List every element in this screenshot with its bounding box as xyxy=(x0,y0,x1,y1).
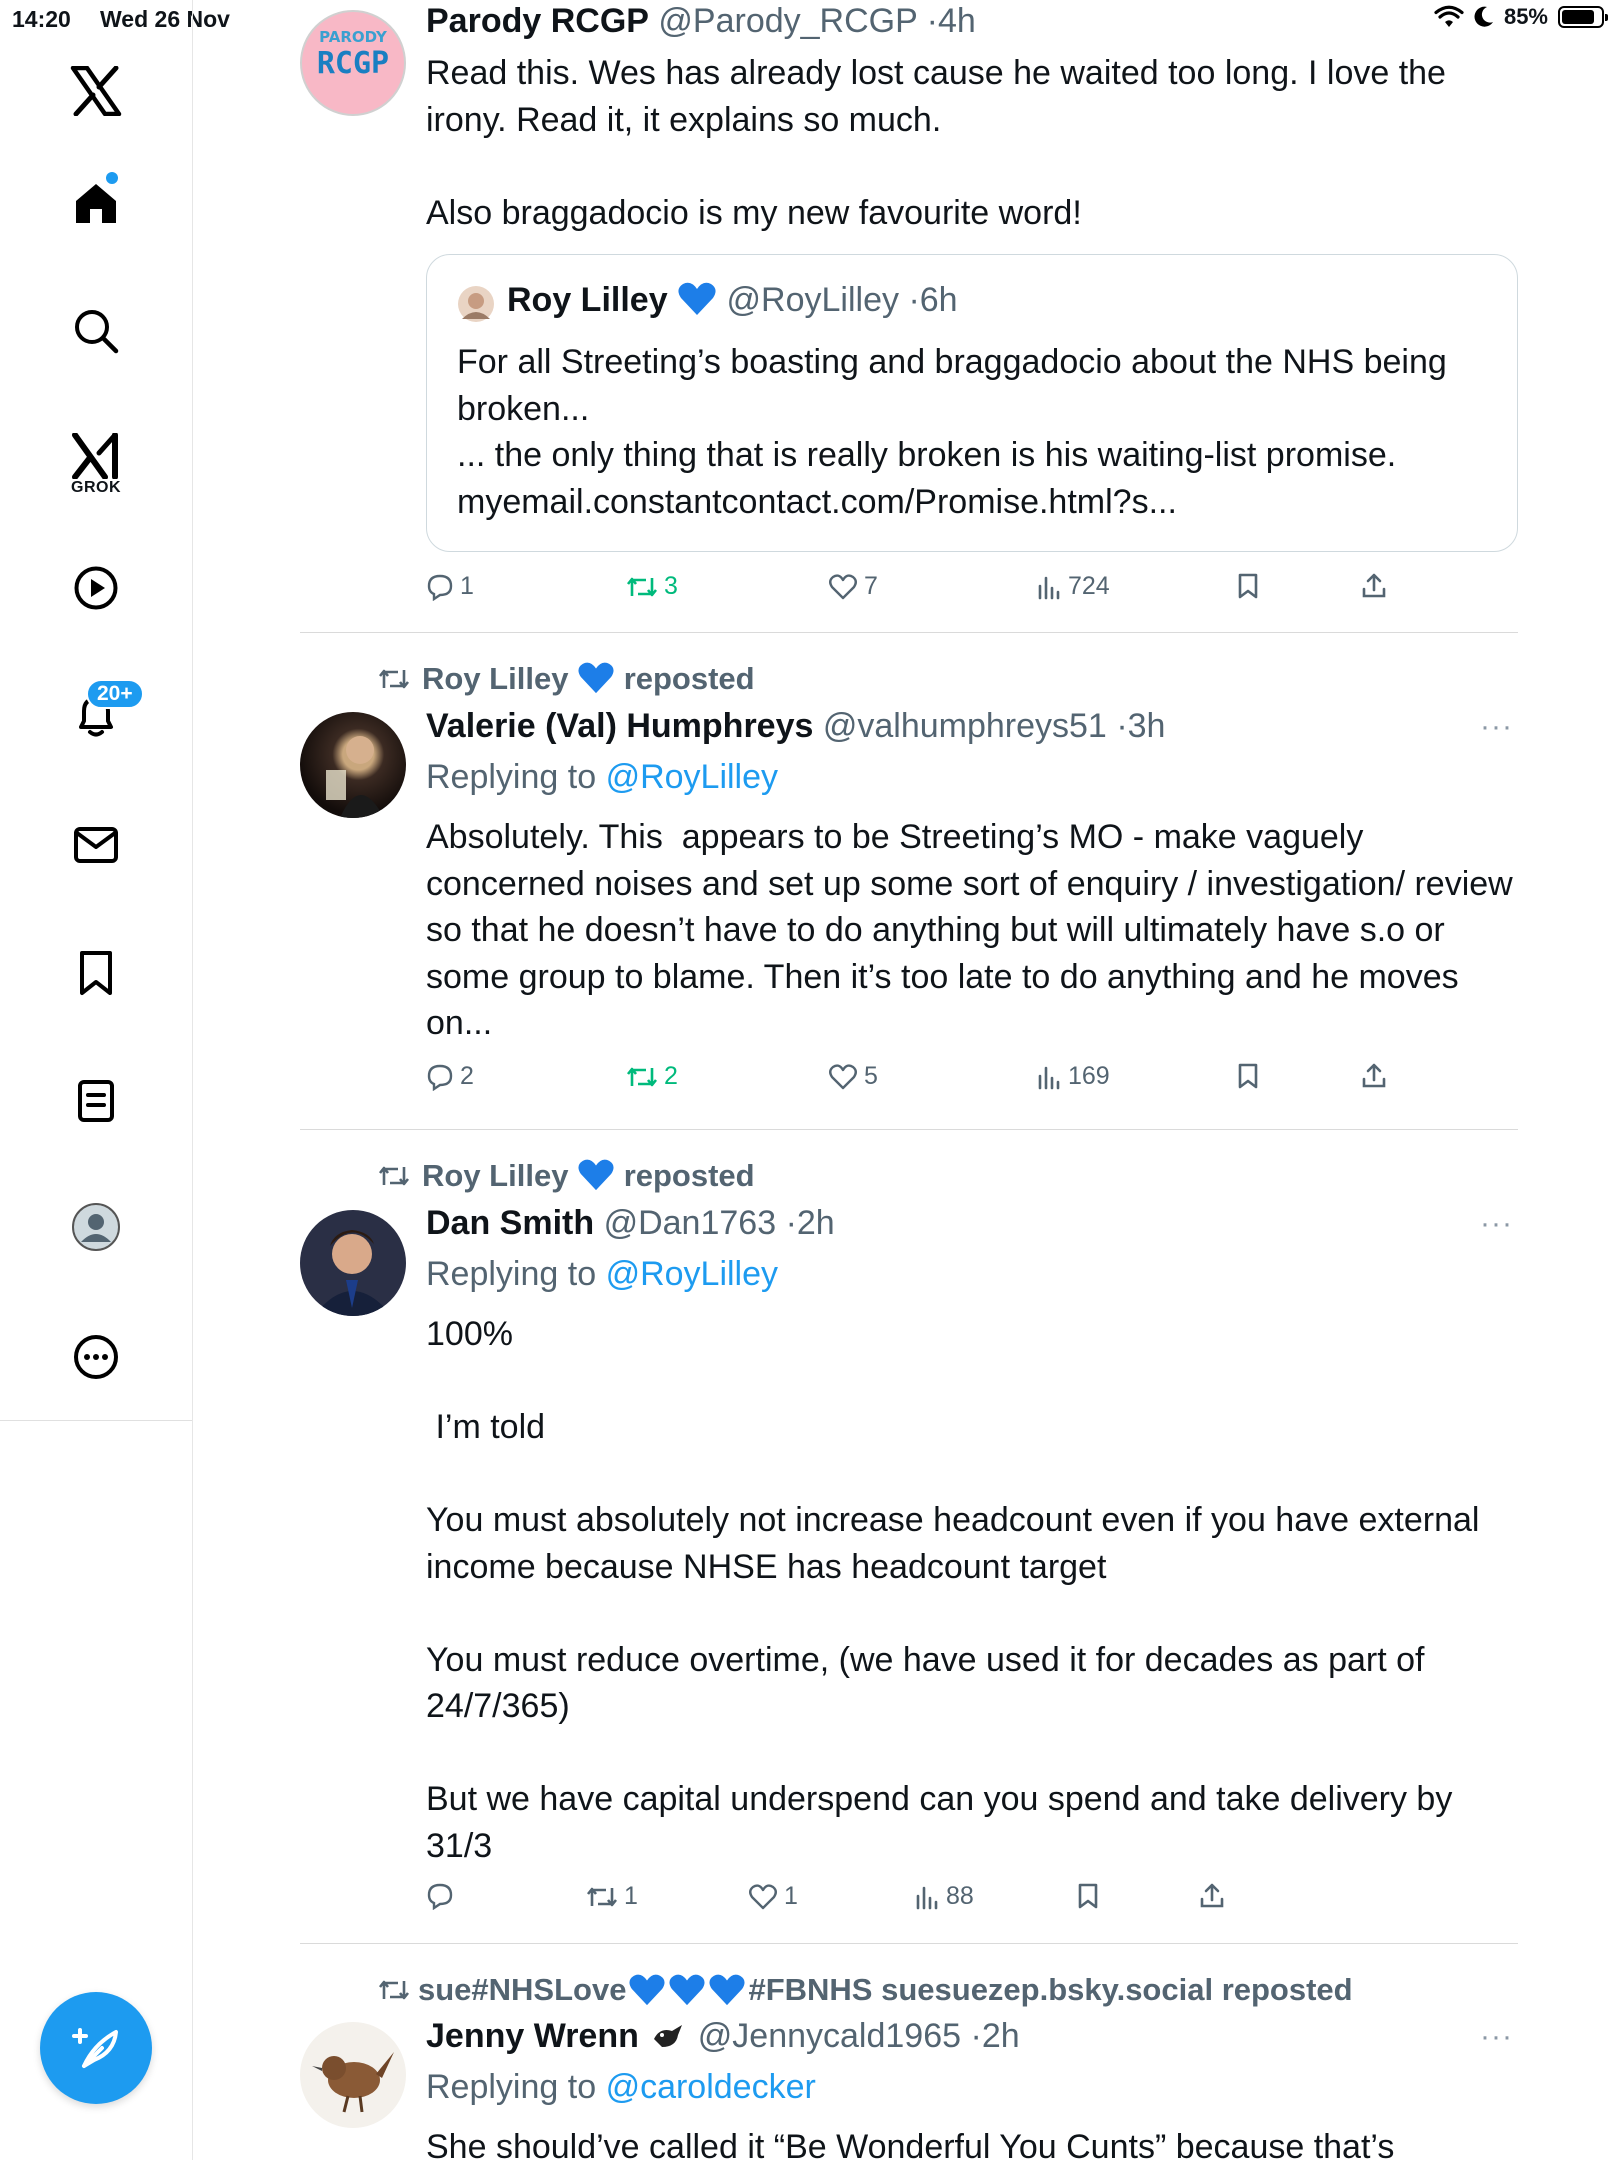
repost-button[interactable] xyxy=(626,572,678,601)
replying-to-label: Replying to xyxy=(426,1255,597,1293)
repost-count: 1 xyxy=(624,1882,638,1910)
avatar-photo xyxy=(300,1210,406,1316)
post-header xyxy=(426,2017,1020,2056)
mail-icon xyxy=(73,825,119,865)
like-count: 7 xyxy=(864,572,878,600)
heart-icon xyxy=(828,1063,858,1091)
sidebar-item-lists[interactable] xyxy=(0,1068,192,1134)
quote-avatar xyxy=(457,285,495,323)
more-circle-icon xyxy=(72,1333,120,1381)
post-separator xyxy=(300,1943,1518,1944)
bookmark-button[interactable] xyxy=(1236,572,1260,600)
bookmark-button[interactable] xyxy=(1076,1882,1100,1910)
status-time: 14:20 xyxy=(12,6,71,32)
post-time[interactable]: 2h xyxy=(981,2017,1020,2055)
share-button[interactable] xyxy=(1360,1062,1388,1090)
bookmark-icon xyxy=(1236,1062,1260,1090)
quote-author-name: Roy Lilley xyxy=(507,281,668,319)
views-icon xyxy=(1036,1064,1062,1090)
replying-to xyxy=(426,758,778,797)
post-text: Read this. Wes has already lost cause he waited too long. I love the irony. Read it, it explains so much. Also braggadocio is my new favourite word! xyxy=(426,54,1446,232)
repost-icon xyxy=(378,1163,410,1189)
avatar-parody-text: PARODY xyxy=(319,28,387,46)
blue-heart-icon xyxy=(628,1973,666,2007)
sidebar-item-profile[interactable] xyxy=(0,1194,192,1260)
like-count: 1 xyxy=(784,1882,798,1910)
post-header xyxy=(426,1204,835,1243)
reply-button[interactable] xyxy=(426,1062,474,1091)
quote-text: For all Streeting’s boasting and braggadocio about the NHS being broken... ... the only thing that is really broken is his waiting-list promise. myemail.constantcontact.com/Promise.html?s... xyxy=(457,343,1447,521)
post-text: Absolutely. This appears to be Streeting’s MO - make vaguely concerned noises and set up some sort of enquiry / investigation/ review so that he doesn’t have to do anything but will ultimately have s.o or some group to blame. Then it’s too late to do anything and he moves on... xyxy=(426,818,1523,1042)
sidebar-divider xyxy=(0,1420,192,1421)
quoted-post[interactable] xyxy=(426,254,1518,552)
blue-heart-icon xyxy=(668,1973,706,2007)
avatar-rcgp-text: RCGP xyxy=(316,46,390,81)
compose-post-button[interactable] xyxy=(40,1992,152,2104)
sidebar-item-videos[interactable] xyxy=(0,555,192,621)
profile-avatar-icon xyxy=(71,1202,121,1252)
post-text: She should’ve called it “Be Wonderful You Cunts” because that’s xyxy=(426,2128,1395,2166)
heart-icon xyxy=(748,1883,778,1911)
wren-bird-icon xyxy=(300,2022,406,2128)
post-separator xyxy=(300,632,1518,633)
like-button[interactable] xyxy=(828,1062,878,1091)
replying-to-link[interactable]: @RoyLilley xyxy=(605,758,779,796)
reply-icon xyxy=(426,573,454,601)
reply-icon xyxy=(426,1882,454,1910)
dot-separator: · xyxy=(785,1204,797,1242)
sidebar-item-home[interactable] xyxy=(0,170,192,236)
share-button[interactable] xyxy=(1360,572,1388,600)
reposted-by[interactable]: Roy Lilley xyxy=(422,661,569,696)
heart-icon xyxy=(828,573,858,601)
sidebar-item-grok[interactable] xyxy=(0,425,192,505)
quote-time: 6h xyxy=(919,281,958,319)
sidebar-item-more[interactable] xyxy=(0,1324,192,1390)
author-name[interactable]: Dan Smith xyxy=(426,1204,595,1242)
reply-button[interactable] xyxy=(426,572,474,601)
author-handle[interactable]: @Dan1763 xyxy=(603,1204,777,1242)
share-icon xyxy=(1198,1882,1226,1910)
reply-count: 1 xyxy=(460,572,474,600)
replying-to xyxy=(426,2068,816,2107)
sidebar xyxy=(0,0,193,2160)
reply-button[interactable] xyxy=(426,1882,460,1910)
bookmark-icon xyxy=(1076,1882,1100,1910)
notifications-badge: 20+ xyxy=(86,679,144,709)
views-button[interactable] xyxy=(1036,1062,1110,1091)
post-time[interactable]: 3h xyxy=(1127,707,1166,745)
reposted-by-suffix: #FBNHS suesuezep.bsky.social reposted xyxy=(748,1972,1353,2007)
author-handle[interactable]: @Jennycald1965 xyxy=(697,2017,962,2055)
dot-separator: · xyxy=(970,2017,982,2055)
more-options-icon[interactable]: ··· xyxy=(1480,1207,1513,1240)
status-right xyxy=(1434,4,1604,30)
post-header xyxy=(426,2,976,41)
dot-separator: · xyxy=(908,281,920,319)
blue-heart-icon xyxy=(708,1973,746,2007)
avatar[interactable] xyxy=(300,712,406,818)
repost-button[interactable] xyxy=(626,1062,678,1091)
bookmark-icon xyxy=(77,949,115,997)
avatar-photo xyxy=(300,712,406,818)
sidebar-item-bookmarks[interactable] xyxy=(0,940,192,1006)
replying-to-label: Replying to xyxy=(426,2068,597,2106)
views-count: 169 xyxy=(1068,1062,1110,1090)
like-button[interactable] xyxy=(828,572,878,601)
wifi-icon xyxy=(1434,5,1464,29)
replying-to xyxy=(426,1255,778,1294)
x-logo-icon[interactable] xyxy=(0,58,192,124)
quote-author-handle: @RoyLilley xyxy=(726,281,899,319)
home-unread-dot xyxy=(106,172,118,184)
blue-heart-icon xyxy=(577,1158,615,1192)
replying-to-label: Replying to xyxy=(426,758,597,796)
post-header xyxy=(426,707,1165,746)
post-separator xyxy=(300,1129,1518,1130)
sidebar-item-notifications[interactable] xyxy=(0,682,192,748)
blue-heart-icon xyxy=(577,661,615,695)
bird-emoji-icon xyxy=(648,2019,688,2053)
author-name[interactable]: Parody RCGP xyxy=(426,2,649,40)
post-text: 100% I’m told You must absolutely not increase headcount even if you have external income because NHSE has headcount target You must reduce overtime, (we have used it for decades as part of 24/7/365) But we have capital underspend can you spend and take delivery by 31/3 xyxy=(426,1315,1480,1865)
avatar[interactable] xyxy=(300,1210,406,1316)
repost-context xyxy=(378,1972,1353,2008)
repost-context xyxy=(378,661,755,697)
like-count: 5 xyxy=(864,1062,878,1090)
reposted-by[interactable]: sue#NHSLove xyxy=(418,1972,627,2007)
repost-icon xyxy=(586,1884,618,1910)
replying-to-link[interactable]: @RoyLilley xyxy=(605,1255,779,1293)
battery-icon xyxy=(1558,6,1604,28)
share-button[interactable] xyxy=(1198,1882,1226,1910)
quote-header xyxy=(507,281,958,320)
repost-count: 2 xyxy=(664,1062,678,1090)
status-date: Wed 26 Nov xyxy=(100,6,230,32)
like-button[interactable] xyxy=(748,1882,798,1911)
sidebar-item-search[interactable] xyxy=(0,298,192,364)
more-options-icon[interactable]: ··· xyxy=(1480,710,1513,743)
list-icon xyxy=(76,1078,116,1124)
bookmark-button[interactable] xyxy=(1236,1062,1260,1090)
post-actions xyxy=(426,1062,1518,1102)
more-options-icon[interactable]: ··· xyxy=(1480,2020,1513,2053)
post-actions xyxy=(426,1882,1518,1922)
reply-icon xyxy=(426,1063,454,1091)
reposted-label: reposted xyxy=(623,661,755,696)
author-handle[interactable]: @valhumphreys51 xyxy=(822,707,1107,745)
repost-icon xyxy=(626,574,658,600)
repost-context xyxy=(378,1158,755,1194)
moon-icon xyxy=(1474,6,1494,28)
reposted-label: reposted xyxy=(623,1158,755,1193)
replying-to-link[interactable]: @caroldecker xyxy=(605,2068,816,2106)
reposted-by[interactable]: Roy Lilley xyxy=(422,1158,569,1193)
share-icon xyxy=(1360,572,1388,600)
post-actions xyxy=(426,572,1518,612)
search-icon xyxy=(73,308,119,354)
author-name[interactable]: Jenny Wrenn xyxy=(426,2017,639,2055)
avatar[interactable] xyxy=(300,10,406,116)
repost-icon xyxy=(378,666,410,692)
grok-icon xyxy=(71,433,121,479)
views-button[interactable] xyxy=(914,1882,974,1911)
sidebar-item-messages[interactable] xyxy=(0,812,192,878)
battery-fill xyxy=(1562,10,1594,24)
blue-heart-icon xyxy=(677,281,717,317)
play-icon xyxy=(73,565,119,611)
repost-button[interactable] xyxy=(586,1882,638,1911)
dot-separator: · xyxy=(1116,707,1128,745)
post-time[interactable]: 4h xyxy=(937,2,976,40)
bookmark-icon xyxy=(1236,572,1260,600)
repost-icon xyxy=(378,1977,410,2003)
grok-label: GROK xyxy=(71,479,121,496)
views-count: 88 xyxy=(946,1882,974,1910)
share-icon xyxy=(1360,1062,1388,1090)
views-count: 724 xyxy=(1068,572,1110,600)
repost-icon xyxy=(626,1064,658,1090)
reply-count: 2 xyxy=(460,1062,474,1090)
author-name[interactable]: Valerie (Val) Humphreys xyxy=(426,707,814,745)
repost-count: 3 xyxy=(664,572,678,600)
post-time[interactable]: 2h xyxy=(796,1204,835,1242)
dot-separator: · xyxy=(926,2,938,40)
battery-percent: 85% xyxy=(1503,4,1548,29)
author-handle[interactable]: @Parody_RCGP xyxy=(658,2,918,40)
views-icon xyxy=(914,1884,940,1910)
views-button[interactable] xyxy=(1036,572,1110,601)
avatar[interactable] xyxy=(300,2022,406,2128)
feather-plus-icon xyxy=(68,2020,124,2076)
views-icon xyxy=(1036,574,1062,600)
home-icon xyxy=(72,179,120,227)
